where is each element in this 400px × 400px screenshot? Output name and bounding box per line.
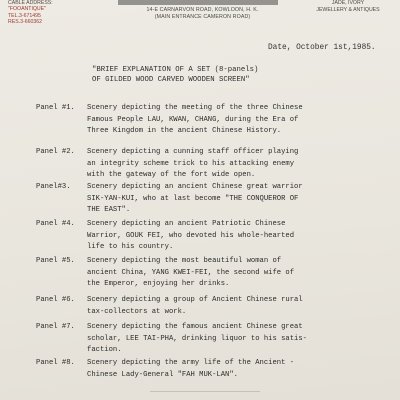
panel-description: with the gateway of the fort wide open. bbox=[87, 171, 256, 180]
panel-description: Scenery depicting the famous ancient Chinese great bbox=[87, 323, 303, 331]
panel-text-line bbox=[36, 256, 294, 268]
panel-entry bbox=[36, 219, 294, 254]
cable-address-label: CABLE ADDRESS: bbox=[8, 0, 53, 6]
panel-description: Scenery depicting the army life of the Ancient - bbox=[87, 359, 295, 367]
panel-text-line bbox=[36, 322, 307, 334]
footer-rule bbox=[150, 391, 260, 396]
panel-description: Famous People LAU, KWAN, CHANG, during the Era of bbox=[87, 115, 299, 124]
panel-label: Panel #4. bbox=[36, 220, 75, 228]
services-line-1: JADE, IVORY bbox=[331, 0, 365, 6]
panel-label: Panel #5. bbox=[36, 257, 75, 265]
services-line-2: JEWELLERY & ANTIQUES bbox=[316, 6, 380, 13]
panel-description: Warrior, GOUK FEI, who devoted his whole-hearted bbox=[87, 231, 295, 240]
panel-label: Panel #6. bbox=[36, 296, 75, 304]
panel-description: life to his country. bbox=[87, 243, 174, 252]
panel-entry bbox=[36, 147, 298, 182]
panel-description: scholar, LEE TAI-PHA, drinking liquor to his satis- bbox=[87, 334, 307, 343]
panel-text-line bbox=[36, 358, 294, 370]
panel-text-line bbox=[36, 194, 303, 206]
panel-text-line bbox=[36, 242, 294, 254]
panel-text-line bbox=[36, 334, 307, 346]
panel-text-line bbox=[36, 115, 303, 127]
panel-label: Panel#3. bbox=[36, 183, 71, 191]
panel-text-line bbox=[36, 279, 294, 291]
panel-entry bbox=[36, 182, 303, 217]
panel-description: SIK-YAN-KUI, who at last become "THE CONQUEROR OF bbox=[87, 194, 299, 203]
residence-telephone: RES.3-660362 bbox=[8, 18, 43, 25]
panel-label: Panel #8. bbox=[36, 359, 75, 367]
cable-address: "FOOANTIQUE" bbox=[8, 6, 46, 13]
panel-text-line bbox=[36, 345, 307, 357]
letterhead bbox=[0, 0, 400, 26]
panel-description: ancient China, YANG KWEI-FEI, the second wife of bbox=[87, 268, 295, 277]
letter-date: Date, October 1st,1985. bbox=[268, 44, 376, 52]
letterhead-logo-band bbox=[118, 0, 278, 5]
heading-line-1: "BRIEF EXPLANATION OF A SET (8-panels) bbox=[92, 66, 259, 74]
panel-text-line bbox=[36, 103, 303, 115]
panel-description: Scenery depicting an ancient Chinese great warrior bbox=[87, 183, 303, 191]
letterhead-services bbox=[300, 0, 396, 13]
panel-text-line bbox=[36, 295, 303, 307]
address-note: (MAIN ENTRANCE CAMERON ROAD) bbox=[154, 13, 251, 20]
panel-description: Scenery depicting an ancient Patriotic Chinese bbox=[87, 220, 286, 228]
telephone: TEL.3-671495 bbox=[8, 12, 41, 19]
panel-text-line bbox=[36, 205, 303, 217]
panel-entry bbox=[36, 103, 303, 138]
letterhead-contact bbox=[8, 0, 88, 25]
heading-line-2: OF GILDED WOOD CARVED WOODEN SCREEN" bbox=[92, 75, 250, 84]
panel-entry bbox=[36, 295, 303, 318]
panel-entry bbox=[36, 322, 307, 357]
panel-description: Scenery depicting the most beautiful woman of bbox=[87, 257, 282, 265]
panel-description: faction. bbox=[87, 346, 122, 355]
panel-label: Panel #1. bbox=[36, 104, 75, 112]
panel-description: Three Kingdom in the ancient Chinese History. bbox=[87, 127, 282, 136]
panel-description: the Emperor, enjoying her drinks. bbox=[87, 280, 230, 289]
panel-text-line bbox=[36, 370, 294, 382]
panel-description: an integrity scheme trick to his attacking enemy bbox=[87, 159, 295, 168]
panel-description: THE EAST". bbox=[87, 206, 131, 215]
panel-label: Panel #7. bbox=[36, 323, 75, 331]
panel-entry bbox=[36, 358, 294, 381]
panel-text-line bbox=[36, 126, 303, 138]
panel-label: Panel #2. bbox=[36, 148, 75, 156]
panel-text-line bbox=[36, 268, 294, 280]
panel-text-line bbox=[36, 307, 303, 319]
letter-heading bbox=[92, 66, 258, 86]
panel-text-line bbox=[36, 219, 294, 231]
panel-description: Scenery depicting a cunning staff officer playing bbox=[87, 148, 299, 156]
panel-description: tax-collectors at work. bbox=[87, 307, 187, 316]
panel-text-line bbox=[36, 147, 298, 159]
panel-text-line bbox=[36, 170, 298, 182]
panel-text-line bbox=[36, 182, 303, 194]
panel-description: Scenery depicting the meeting of the three Chinese bbox=[87, 104, 303, 112]
panel-entry bbox=[36, 256, 294, 291]
panel-description: Chinese Lady-General "FAH MUK-LAN". bbox=[87, 370, 238, 379]
panel-text-line bbox=[36, 159, 298, 171]
panel-description: Scenery depicting a group of Ancient Chinese rural bbox=[87, 296, 303, 304]
letterhead-address bbox=[110, 7, 295, 21]
panel-text-line bbox=[36, 231, 294, 243]
address-line: 14-E CARNARVON ROAD, KOWLOON, H. K. bbox=[146, 7, 259, 13]
